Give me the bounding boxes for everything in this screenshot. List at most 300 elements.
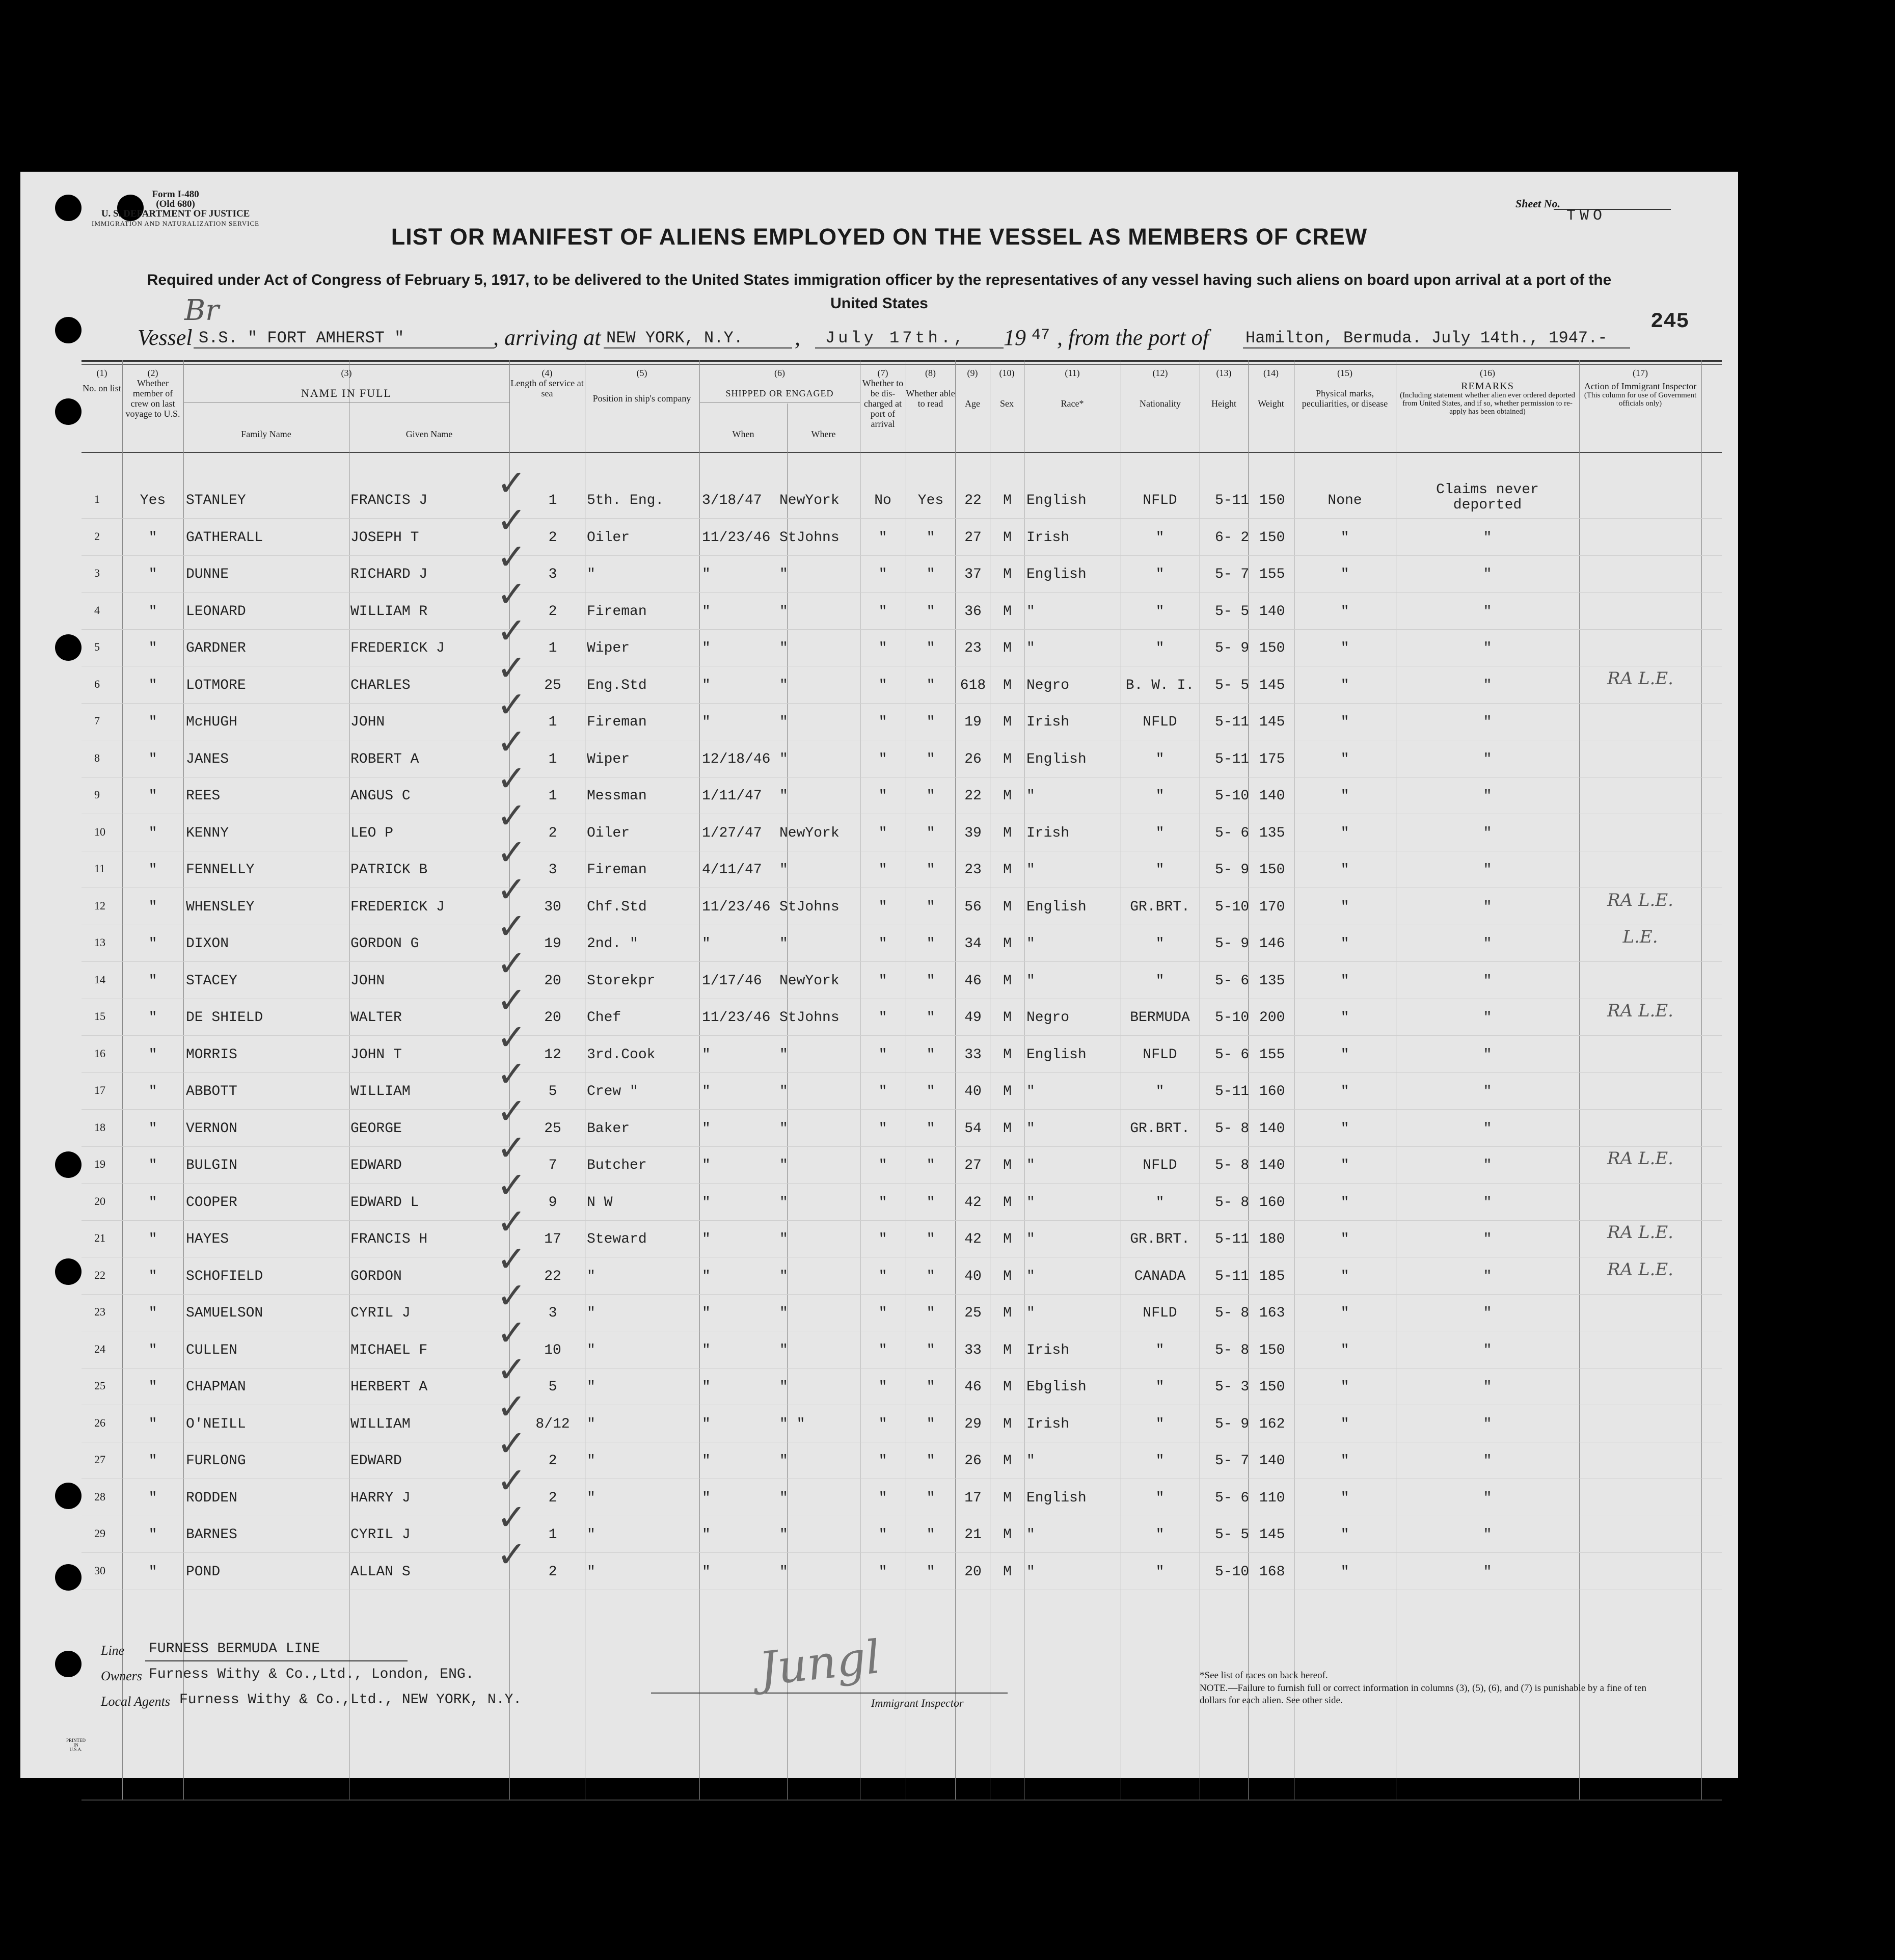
check-mark-icon: ✓: [497, 1311, 527, 1354]
row-11-nationality: ": [1155, 862, 1165, 878]
row-9-race: ": [1026, 788, 1035, 804]
row-9-remarks: ": [1483, 788, 1492, 804]
row-5-remarks: ": [1483, 640, 1492, 656]
row-20-family-name: COOPER: [186, 1194, 237, 1211]
row-13-family-name: DIXON: [186, 936, 229, 952]
row-24-shipped-when: ": [702, 1342, 711, 1358]
row-9-height: 5-10: [1215, 788, 1250, 804]
row-30-remarks: ": [1483, 1564, 1492, 1580]
row-16-shipped-when: ": [702, 1046, 711, 1063]
row-14-shipped-where: NewYork: [779, 973, 840, 989]
row-30-given-name: ALLAN S: [350, 1564, 411, 1580]
row-2-weight: 150: [1259, 529, 1285, 546]
row-9-position: Messman: [587, 788, 647, 804]
row-15-position: Chef: [587, 1010, 621, 1026]
row-8-nationality: ": [1155, 751, 1165, 767]
row-6-inspector-action: RA L.E.: [1607, 668, 1673, 689]
row-14-discharge: ": [878, 973, 887, 989]
row-26-age: 29: [964, 1416, 982, 1432]
row-27-height: 5- 7: [1215, 1453, 1250, 1469]
row-22-able-to-read: ": [926, 1268, 935, 1284]
row-18-remarks: ": [1483, 1120, 1492, 1137]
row-16-able-to-read: ": [926, 1046, 935, 1063]
col-8-header: Whether able to read: [906, 388, 955, 409]
row-1-remarks: Claims never deported: [1436, 482, 1539, 513]
row-18-race: ": [1026, 1120, 1035, 1137]
row-10-sex: M: [1003, 825, 1012, 841]
row-12-family-name: WHENSLEY: [186, 899, 255, 915]
row-8-race: English: [1026, 751, 1087, 767]
row-30-discharge: ": [878, 1564, 887, 1580]
row-9-nationality: ": [1155, 788, 1165, 804]
row-8-shipped-where: ": [779, 751, 788, 767]
row-24-previous-voyage: ": [148, 1342, 157, 1358]
row-6-discharge: ": [878, 677, 887, 693]
row-30-service-length: 2: [548, 1564, 557, 1580]
row-3-weight: 155: [1259, 567, 1285, 582]
row-8-family-name: JANES: [186, 751, 229, 767]
row-3-service-length: 3: [548, 567, 557, 582]
row-29-able-to-read: ": [926, 1527, 935, 1543]
row-7-age: 19: [964, 714, 982, 730]
row-6-physical-marks: ": [1340, 677, 1349, 693]
row-12-height: 5-10: [1215, 899, 1250, 915]
row-5-race: ": [1026, 640, 1035, 656]
row-23-discharge: ": [878, 1305, 887, 1321]
row-21-position: Steward: [587, 1231, 647, 1247]
row-5-shipped-when: ": [702, 640, 711, 656]
row-4-shipped-where: ": [779, 603, 788, 620]
row-29-discharge: ": [878, 1527, 887, 1543]
row-26-previous-voyage: ": [148, 1416, 157, 1432]
row-23-remarks: ": [1483, 1305, 1492, 1321]
row-6-shipped-where: ": [779, 677, 788, 693]
row-26-physical-marks: ": [1340, 1416, 1349, 1432]
row-23-previous-voyage: ": [148, 1305, 157, 1321]
row-7-family-name: McHUGH: [186, 714, 237, 730]
row-19-discharge: ": [878, 1158, 887, 1173]
row-8-age: 26: [964, 751, 982, 767]
inspector-label: Immigrant Inspector: [871, 1697, 964, 1709]
row-2-height: 6- 2: [1215, 529, 1250, 546]
row-22-service-length: 22: [544, 1268, 561, 1284]
row-23-age: 25: [964, 1305, 982, 1321]
row-19-nationality: NFLD: [1143, 1158, 1177, 1173]
col-14-header: Weight: [1258, 398, 1284, 409]
row-1-given-name: FRANCIS J: [350, 493, 428, 508]
row-23-weight: 163: [1259, 1305, 1285, 1321]
row-1-weight: 150: [1259, 493, 1285, 508]
row-11-shipped-when: 4/11/47: [702, 862, 762, 878]
row-2-nationality: ": [1155, 529, 1165, 546]
row-1-position: 5th. Eng.: [587, 493, 664, 508]
row-27-weight: 140: [1259, 1453, 1285, 1469]
col-14-number: (14): [1263, 368, 1279, 378]
row-16-age: 33: [964, 1046, 982, 1063]
row-11-sex: M: [1003, 862, 1012, 878]
agents-label: Local Agents: [101, 1694, 171, 1709]
row-7-discharge: ": [878, 714, 887, 730]
row-10-remarks: ": [1483, 825, 1492, 841]
row-6-nationality: B. W. I.: [1125, 677, 1195, 693]
check-mark-icon: ✓: [497, 647, 527, 689]
col-9-header: Age: [965, 398, 980, 409]
row-3-remarks: ": [1483, 567, 1492, 582]
row-21-discharge: ": [878, 1231, 887, 1247]
row-22-race: ": [1026, 1268, 1035, 1284]
col-15-header: Physical marks, peculiarities, or disease: [1302, 388, 1388, 409]
col-4-header: Length of service at sea: [510, 378, 584, 398]
row-20-race: ": [1026, 1194, 1035, 1211]
row-10-nationality: ": [1155, 825, 1165, 841]
row-17-able-to-read: ": [926, 1084, 935, 1099]
row-14-previous-voyage: ": [148, 973, 157, 989]
row-17-nationality: ": [1155, 1084, 1165, 1099]
punch-hole: [55, 1258, 82, 1285]
col-12-number: (12): [1152, 368, 1168, 378]
row-1-physical-marks: None: [1328, 493, 1362, 508]
row-8-able-to-read: ": [926, 751, 935, 767]
row-28-given-name: HARRY J: [350, 1490, 411, 1506]
row-16-race: English: [1026, 1046, 1087, 1063]
row-16-weight: 155: [1259, 1046, 1285, 1063]
row-4-given-name: WILLIAM R: [350, 603, 428, 620]
row-15-able-to-read: ": [926, 1010, 935, 1026]
races-note: *See list of races on back hereof.: [1200, 1670, 1328, 1681]
col-11-number: (11): [1065, 368, 1080, 378]
row-19-race: ": [1026, 1158, 1035, 1173]
row-13-remarks: ": [1483, 936, 1492, 952]
row-15-discharge: ": [878, 1010, 887, 1026]
row-15-family-name: DE SHIELD: [186, 1010, 263, 1026]
arriving-label: , arriving at: [493, 325, 601, 350]
check-mark-icon: ✓: [497, 1090, 527, 1132]
row-25-previous-voyage: ": [148, 1379, 157, 1395]
row-24-able-to-read: ": [926, 1342, 935, 1358]
col-11-header: Race*: [1061, 398, 1084, 409]
row-26-weight: 162: [1259, 1416, 1285, 1432]
row-2-previous-voyage: ": [148, 529, 157, 546]
row-9-age: 22: [964, 788, 982, 804]
row-16-shipped-where: ": [779, 1046, 788, 1063]
service-name: IMMIGRATION AND NATURALIZATION SERVICE: [92, 220, 260, 227]
row-2-position: Oiler: [587, 529, 630, 546]
col-6a-header: When: [732, 429, 754, 439]
row-26-family-name: O'NEILL: [186, 1416, 246, 1432]
row-24-shipped-where: ": [779, 1342, 788, 1358]
row-13-nationality: ": [1155, 936, 1165, 952]
row-17-height: 5-11: [1215, 1084, 1250, 1099]
row-5-physical-marks: ": [1340, 640, 1349, 656]
row-26-remarks: ": [1483, 1416, 1492, 1432]
col-17-number: (17): [1633, 368, 1648, 378]
row-3-discharge: ": [878, 567, 887, 582]
row-25-able-to-read: ": [926, 1379, 935, 1395]
row-29-remarks: ": [1483, 1527, 1492, 1543]
row-18-sex: M: [1003, 1120, 1012, 1137]
col-7-number: (7): [877, 368, 888, 378]
row-13-shipped-where: ": [779, 936, 788, 952]
row-15-age: 49: [964, 1010, 982, 1026]
row-7-remarks: ": [1483, 714, 1492, 730]
check-mark-icon: ✓: [497, 1275, 527, 1317]
row-3-position: ": [587, 567, 595, 582]
row-6-service-length: 25: [544, 677, 561, 693]
row-22-height: 5-11: [1215, 1268, 1250, 1284]
row-15-race: Negro: [1026, 1010, 1070, 1026]
row-30-shipped-where: ": [779, 1564, 788, 1580]
row-11-position: Fireman: [587, 862, 647, 878]
row-14-service-length: 20: [544, 973, 561, 989]
row-19-weight: 140: [1259, 1158, 1285, 1173]
row-27-age: 26: [964, 1453, 982, 1469]
row-1-shipped-when: 3/18/47: [702, 493, 762, 508]
row-14-shipped-when: 1/17/46: [702, 973, 762, 989]
row-10-family-name: KENNY: [186, 825, 229, 841]
row-14-sex: M: [1003, 973, 1012, 989]
row-20-position: N W: [587, 1194, 613, 1211]
row-13-able-to-read: ": [926, 936, 935, 952]
row-25-nationality: ": [1155, 1379, 1165, 1395]
row-29-service-length: 1: [548, 1527, 557, 1543]
arriving-port: NEW YORK, N.Y.: [606, 329, 743, 347]
check-mark-icon: ✓: [497, 905, 527, 947]
row-16-height: 5- 6: [1215, 1046, 1250, 1063]
row-30-shipped-when: ": [702, 1564, 711, 1580]
vessel-name: S.S. " FORT AMHERST ": [199, 329, 404, 347]
row-15-nationality: BERMUDA: [1130, 1010, 1190, 1026]
row-21-nationality: GR.BRT.: [1130, 1231, 1190, 1247]
row-8-previous-voyage: ": [148, 751, 157, 767]
row-8-physical-marks: ": [1340, 751, 1349, 767]
col-16-number: (16): [1480, 368, 1495, 378]
row-13-inspector-action: L.E.: [1622, 927, 1658, 947]
printer-mark: PRINTED IN U.S.A.: [66, 1738, 86, 1752]
row-6-sex: M: [1003, 677, 1012, 693]
row-5-previous-voyage: ": [148, 640, 157, 656]
row-3-age: 37: [964, 567, 982, 582]
row-12-age: 56: [964, 899, 982, 915]
col-15-number: (15): [1337, 368, 1352, 378]
row-13-discharge: ": [878, 936, 887, 952]
row-24-physical-marks: ": [1340, 1342, 1349, 1358]
row-13-physical-marks: ": [1340, 936, 1349, 952]
row-3-race: English: [1026, 567, 1087, 582]
row-2-shipped-where: StJohns: [779, 529, 840, 546]
row-24-nationality: ": [1155, 1342, 1165, 1358]
col-5-number: (5): [636, 368, 647, 378]
row-9-physical-marks: ": [1340, 788, 1349, 804]
row-19-inspector-action: RA L.E.: [1607, 1148, 1673, 1169]
row-17-age: 40: [964, 1084, 982, 1099]
row-29-given-name: CYRIL J: [350, 1527, 411, 1543]
row-17-family-name: ABBOTT: [186, 1084, 237, 1099]
row-27-service-length: 2: [548, 1453, 557, 1469]
row-9-weight: 140: [1259, 788, 1285, 804]
row-7-physical-marks: ": [1340, 714, 1349, 730]
row-1-race: English: [1026, 493, 1087, 508]
col-6b-header: Where: [811, 429, 836, 439]
row-14-remarks: ": [1483, 973, 1492, 989]
col-13-number: (13): [1216, 368, 1232, 378]
row-28-physical-marks: ": [1340, 1490, 1349, 1506]
row-4-height: 5- 5: [1215, 603, 1250, 620]
row-25-shipped-when: ": [702, 1379, 711, 1395]
row-15-physical-marks: ": [1340, 1010, 1349, 1026]
row-8-discharge: ": [878, 751, 887, 767]
row-11-physical-marks: ": [1340, 862, 1349, 878]
col-16-header: REMARKS: [1461, 381, 1514, 392]
row-2-service-length: 2: [548, 529, 557, 546]
row-4-sex: M: [1003, 603, 1012, 620]
row-16-nationality: NFLD: [1143, 1046, 1177, 1063]
row-18-service-length: 25: [544, 1120, 561, 1137]
row-18-height: 5- 8: [1215, 1120, 1250, 1137]
row-18-given-name: GEORGE: [350, 1120, 402, 1137]
row-26-shipped-where: " ": [779, 1416, 805, 1432]
departure-port: Hamilton, Bermuda. July 14th., 1947.-: [1246, 329, 1608, 347]
row-22-shipped-where: ": [779, 1268, 788, 1284]
row-20-nationality: ": [1155, 1194, 1165, 1211]
row-18-shipped-when: ": [702, 1120, 711, 1137]
row-4-discharge: ": [878, 603, 887, 620]
row-25-service-length: 5: [548, 1379, 557, 1395]
row-20-able-to-read: ": [926, 1194, 935, 1211]
row-27-shipped-where: ": [779, 1453, 788, 1469]
row-17-service-length: 5: [548, 1084, 557, 1099]
row-1-service-length: 1: [548, 493, 557, 508]
row-12-inspector-action: RA L.E.: [1607, 890, 1673, 910]
row-20-sex: M: [1003, 1194, 1012, 1211]
row-11-discharge: ": [878, 862, 887, 878]
row-25-position: ": [587, 1379, 595, 1395]
agents-value: Furness Withy & Co.,Ltd., NEW YORK, N.Y.: [179, 1692, 522, 1708]
row-14-nationality: ": [1155, 973, 1165, 989]
row-10-able-to-read: ": [926, 825, 935, 841]
row-29-sex: M: [1003, 1527, 1012, 1543]
row-21-physical-marks: ": [1340, 1231, 1349, 1247]
row-19-able-to-read: ": [926, 1158, 935, 1173]
row-4-shipped-when: ": [702, 603, 711, 620]
row-20-discharge: ": [878, 1194, 887, 1211]
row-29-position: ": [587, 1527, 595, 1543]
row-19-sex: M: [1003, 1158, 1012, 1173]
row-24-discharge: ": [878, 1342, 887, 1358]
col-2-number: (2): [147, 368, 158, 378]
punch-hole: [55, 634, 82, 661]
col-6-number: (6): [774, 368, 785, 378]
row-9-shipped-where: ": [779, 788, 788, 804]
row-22-remarks: ": [1483, 1268, 1492, 1284]
row-17-physical-marks: ": [1340, 1084, 1349, 1099]
row-14-family-name: STACEY: [186, 973, 237, 989]
row-30-previous-voyage: ": [148, 1564, 157, 1580]
row-28-previous-voyage: ": [148, 1490, 157, 1506]
row-23-family-name: SAMUELSON: [186, 1305, 263, 1321]
row-4-race: ": [1026, 603, 1035, 620]
row-30-physical-marks: ": [1340, 1564, 1349, 1580]
row-16-position: 3rd.Cook: [587, 1046, 656, 1063]
row-15-previous-voyage: ": [148, 1010, 157, 1026]
row-11-weight: 150: [1259, 862, 1285, 878]
sheet-number-value: TWO: [1566, 207, 1607, 225]
row-17-discharge: ": [878, 1084, 887, 1099]
row-3-given-name: RICHARD J: [350, 567, 428, 582]
form-old-number: (Old 680): [156, 199, 195, 209]
row-24-race: Irish: [1026, 1342, 1070, 1358]
row-10-physical-marks: ": [1340, 825, 1349, 841]
row-3-shipped-where: ": [779, 567, 788, 582]
row-3-previous-voyage: ": [148, 567, 157, 582]
col-8-number: (8): [925, 368, 936, 378]
row-18-previous-voyage: ": [148, 1120, 157, 1137]
row-19-age: 27: [964, 1158, 982, 1173]
row-11-family-name: FENNELLY: [186, 862, 255, 878]
row-24-height: 5- 8: [1215, 1342, 1250, 1358]
row-21-remarks: ": [1483, 1231, 1492, 1247]
handwritten-mark: Br: [184, 294, 219, 327]
row-4-remarks: ": [1483, 603, 1492, 620]
row-10-weight: 135: [1259, 825, 1285, 841]
row-14-able-to-read: ": [926, 973, 935, 989]
row-20-height: 5- 8: [1215, 1194, 1250, 1211]
check-mark-icon: ✓: [497, 1164, 527, 1206]
row-25-family-name: CHAPMAN: [186, 1379, 246, 1395]
inspector-signature: Jungl: [756, 1630, 883, 1697]
row-20-shipped-where: ": [779, 1194, 788, 1211]
row-5-age: 23: [964, 640, 982, 656]
row-7-shipped-when: ": [702, 714, 711, 730]
row-21-weight: 180: [1259, 1231, 1285, 1247]
row-2-remarks: ": [1483, 529, 1492, 546]
row-12-previous-voyage: ": [148, 899, 157, 915]
col-6-header: SHIPPED OR ENGAGED: [725, 388, 834, 398]
row-5-given-name: FREDERICK J: [350, 640, 445, 656]
row-8-service-length: 1: [548, 751, 557, 767]
col-2-header: Whether member of crew on last voyage to U.S.: [125, 378, 180, 419]
row-10-height: 5- 6: [1215, 825, 1250, 841]
row-21-sex: M: [1003, 1231, 1012, 1247]
check-mark-icon: ✓: [497, 684, 527, 726]
row-8-position: Wiper: [587, 751, 630, 767]
row-3-height: 5- 7: [1215, 567, 1250, 582]
row-12-given-name: FREDERICK J: [350, 899, 445, 915]
row-25-given-name: HERBERT A: [350, 1379, 428, 1395]
row-28-family-name: RODDEN: [186, 1490, 237, 1506]
row-19-given-name: EDWARD: [350, 1158, 402, 1173]
row-3-able-to-read: ": [926, 567, 935, 582]
row-23-service-length: 3: [548, 1305, 557, 1321]
row-29-physical-marks: ": [1340, 1527, 1349, 1543]
row-21-height: 5-11: [1215, 1231, 1250, 1247]
row-26-service-length: 8/12: [535, 1416, 570, 1432]
row-2-race: Irish: [1026, 529, 1070, 546]
col-3b-header: Given Name: [405, 429, 453, 439]
row-10-shipped-when: 1/27/47: [702, 825, 762, 841]
punch-hole: [55, 1564, 82, 1591]
row-16-previous-voyage: ": [148, 1046, 157, 1063]
row-12-nationality: GR.BRT.: [1130, 899, 1190, 915]
row-26-shipped-when: ": [702, 1416, 711, 1432]
punch-hole: [55, 317, 82, 343]
row-26-position: ": [587, 1416, 595, 1432]
row-6-weight: 145: [1259, 677, 1285, 693]
row-21-service-length: 17: [544, 1231, 561, 1247]
check-mark-icon: ✓: [497, 536, 527, 578]
check-mark-icon: ✓: [497, 1016, 527, 1058]
row-21-given-name: FRANCIS H: [350, 1231, 428, 1247]
row-7-height: 5-11: [1215, 714, 1250, 730]
